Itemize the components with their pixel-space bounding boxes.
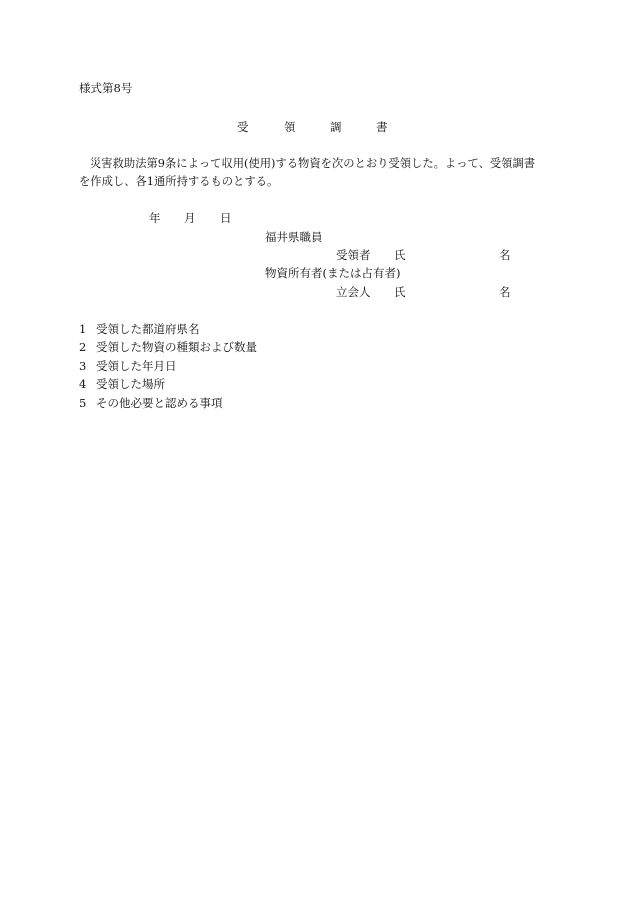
body-text-line-1: 災害救助法第9条によって収用(使用)する物資を次のとおり受領した。よって、受領調書: [90, 157, 536, 170]
witness-label: 立会人: [336, 285, 371, 299]
body-text-line-2: を作成し、各1通所持するものとする。: [79, 175, 279, 188]
list-item-number: 5: [79, 396, 87, 410]
date-day: 日: [220, 211, 232, 225]
list-item-text: その他必要と認める事項: [96, 396, 223, 410]
receiver-name-shi: 氏: [394, 248, 406, 262]
list-item-text: 受領した場所: [96, 377, 165, 391]
list-item-number: 2: [79, 340, 87, 354]
title-char: 調: [330, 120, 342, 134]
list-item-text: 受領した物資の種類および数量: [96, 340, 257, 354]
form-number: 様式第8号: [79, 81, 133, 95]
list-item-text: 受領した年月日: [96, 359, 177, 373]
witness-name-mei: 名: [499, 285, 511, 299]
title-char: 受: [237, 120, 249, 134]
receiver-label: 受領者: [336, 248, 371, 262]
date-year: 年: [149, 211, 161, 225]
list-item-number: 1: [79, 322, 87, 336]
title-char: 領: [284, 120, 296, 134]
owner-label: 物資所有者(または占有者): [265, 266, 401, 280]
document-title: [0, 122, 630, 136]
receiver-name-mei: 名: [499, 248, 511, 262]
title-char: 書: [376, 120, 388, 134]
officer-organization: 福井県職員: [265, 230, 323, 244]
list-item-number: 3: [79, 359, 87, 373]
date-month: 月: [184, 211, 196, 225]
witness-name-shi: 氏: [394, 285, 406, 299]
list-item-number: 4: [79, 377, 87, 391]
list-item-text: 受領した都道府県名: [96, 322, 200, 336]
